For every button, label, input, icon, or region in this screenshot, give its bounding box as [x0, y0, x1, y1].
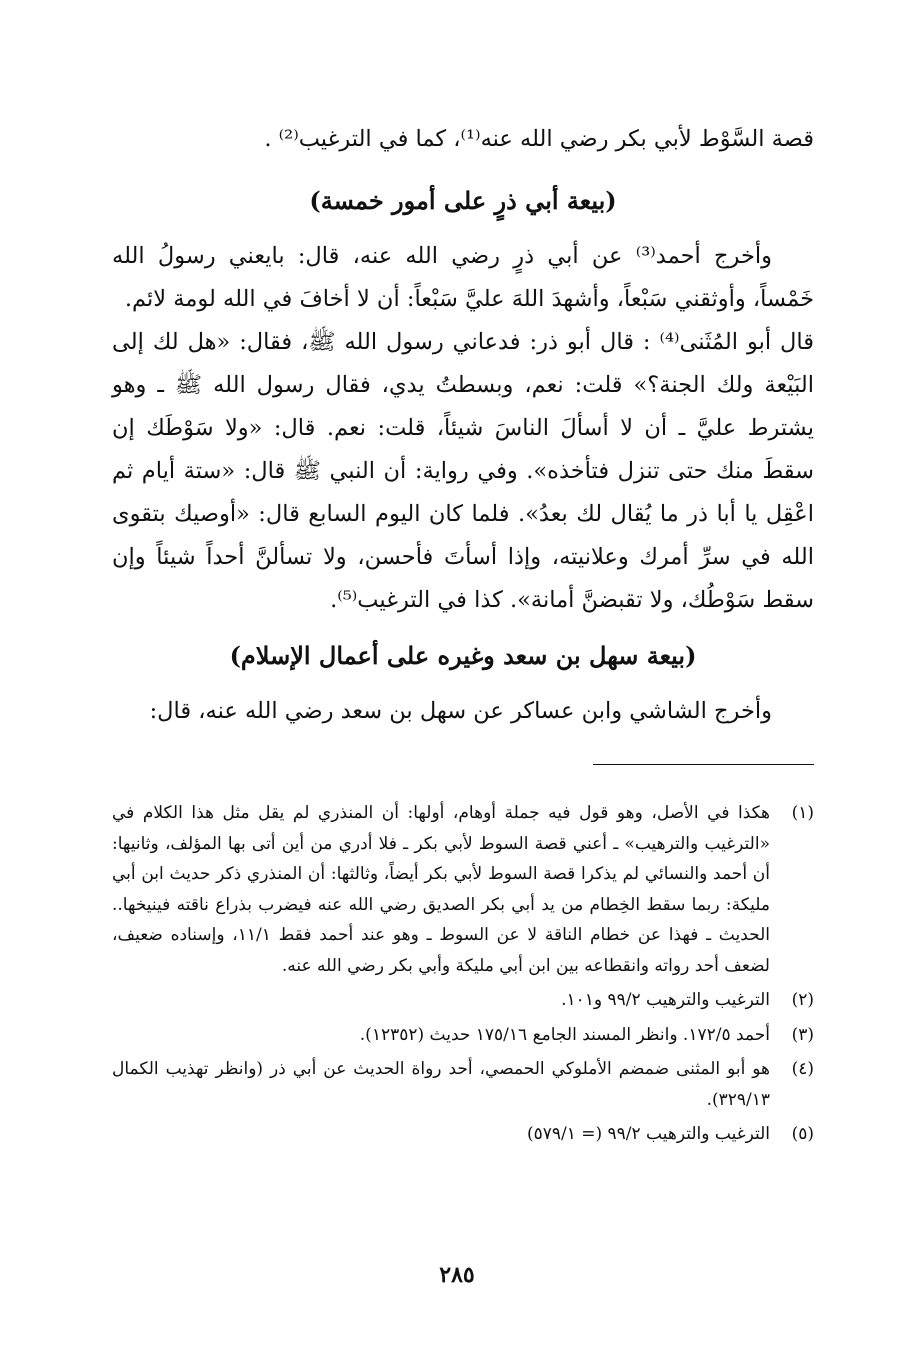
- footnote-number: (٢): [791, 990, 814, 1010]
- paragraph-sahl: وأخرج الشاشي وابن عساكر عن سهل بن سعد رضي الله عنه، قال:: [149, 698, 772, 724]
- footnote: [112, 985, 814, 1016]
- intro-paragraph: قصة السَّوْط لأبي بكر رضي الله عنه⁽¹⁾، كما في الترغيب⁽²⁾ .: [264, 126, 814, 152]
- footnote: [112, 798, 814, 981]
- footnote-divider: [593, 764, 814, 765]
- footnotes: [112, 798, 814, 1154]
- footnote-number: (٣): [791, 1024, 814, 1045]
- footnote-number: (٤): [791, 1059, 814, 1079]
- footnote: [112, 1020, 814, 1051]
- section-heading-sahl: (بيعة سهل بن سعد وغيره على أعمال الإسلام): [229, 641, 697, 670]
- footnote-number: (١): [791, 803, 814, 823]
- footnote-text: هكذا في الأصل، وهو قول فيه جملة أوهام، أولها: أن المنذري لم يقل مثل هذا الكلام في «الترغيب والترهيب» ـ أعني قصة السوط لأبي بكر ـ فلا أدري من أين أتى بها المؤلف، وثانيها: أن أحمد والنسائي لم يذكرا قصة السوط لأبي بكر أيضاً، وثالثها: أن المنذري ذكر حديث ابن أبي مليكة: ربما سقط الخِطام من يد أبي بكر الصديق رضي الله عنه فيضرب بذراع ناقته فينيخها.. الحديث ـ فهذا عن خطام الناقة لا عن السوط ـ وهو عند أحمد فقط ١١/١، وإسناده ضعيف، لضعف أحد رواته وانقطاعه بين ابن أبي مليكة وأبي بكر رضي الله عنه.: [112, 803, 771, 976]
- section-heading-abudharr: (بيعة أبي ذرٍ على أمور خمسة): [309, 186, 617, 215]
- footnote: [112, 1054, 814, 1115]
- footnote-text: هو أبو المثنى ضمضم الأملوكي الحمصي، أحد رواة الحديث عن أبي ذر (وانظر تهذيب الكمال ٣٢٩/١٣).: [112, 1059, 770, 1110]
- page-number: ٢٨٥: [439, 1262, 475, 1288]
- footnote-number: (٥): [791, 1124, 814, 1144]
- paragraph-abudharr-2: قال أبو المُثَنى⁽⁴⁾ : قال أبو ذر: فدعاني رسول الله ﷺ، فقال: «هل لك إلى البَيْعة ولك الجنة؟» قلت: نعم، وبسطتُ يدي، فقال رسول الله ﷺ ـ وهو يشترط عليَّ ـ أن لا أسألَ الناسَ شيئاً، قلت: نعم. قال: «ولا سَوْطَك إن سقطَ منك حتى تنزل فتأخذه». وفي رواية: أن النبي ﷺ قال: «ستة أيام ثم اعْقِل يا أبا ذر ما يُقال لك بعدُ». فلما كان اليوم السابع قال: «أوصيك بتقوى الله في سرِّ أمرك وعلانيته، وإذا أسأتَ فأحسن، ولا تسألنَّ أحداً شيئاً وإن سقط سَوْطُك، ولا تقبضنَّ أمانة». كذا في الترغيب⁽⁵⁾.: [112, 329, 814, 613]
- main-text: [112, 118, 814, 733]
- paragraph-abudharr-1: وأخرج أحمد⁽³⁾ عن أبي ذرٍ رضي الله عنه، قال: بايعني رسولُ الله خَمْساً، وأوثقني سَبْعاً، وأشهدَ اللهَ عليَّ سَبْعاً: أن لا أخافَ في الله لومة لائم.: [112, 243, 814, 312]
- footnote-text: الترغيب والترهيب ٩٩/٢ و١٠١.: [561, 990, 770, 1010]
- footnote: [112, 1119, 814, 1150]
- footnote-text: الترغيب والترهيب ٩٩/٢ (= ٥٧٩/١): [526, 1124, 770, 1144]
- footnote-text: أحمد ١٧٢/٥. وانظر المسند الجامع ١٧٥/١٦ حديث (١٢٣٥٢).: [359, 1024, 770, 1045]
